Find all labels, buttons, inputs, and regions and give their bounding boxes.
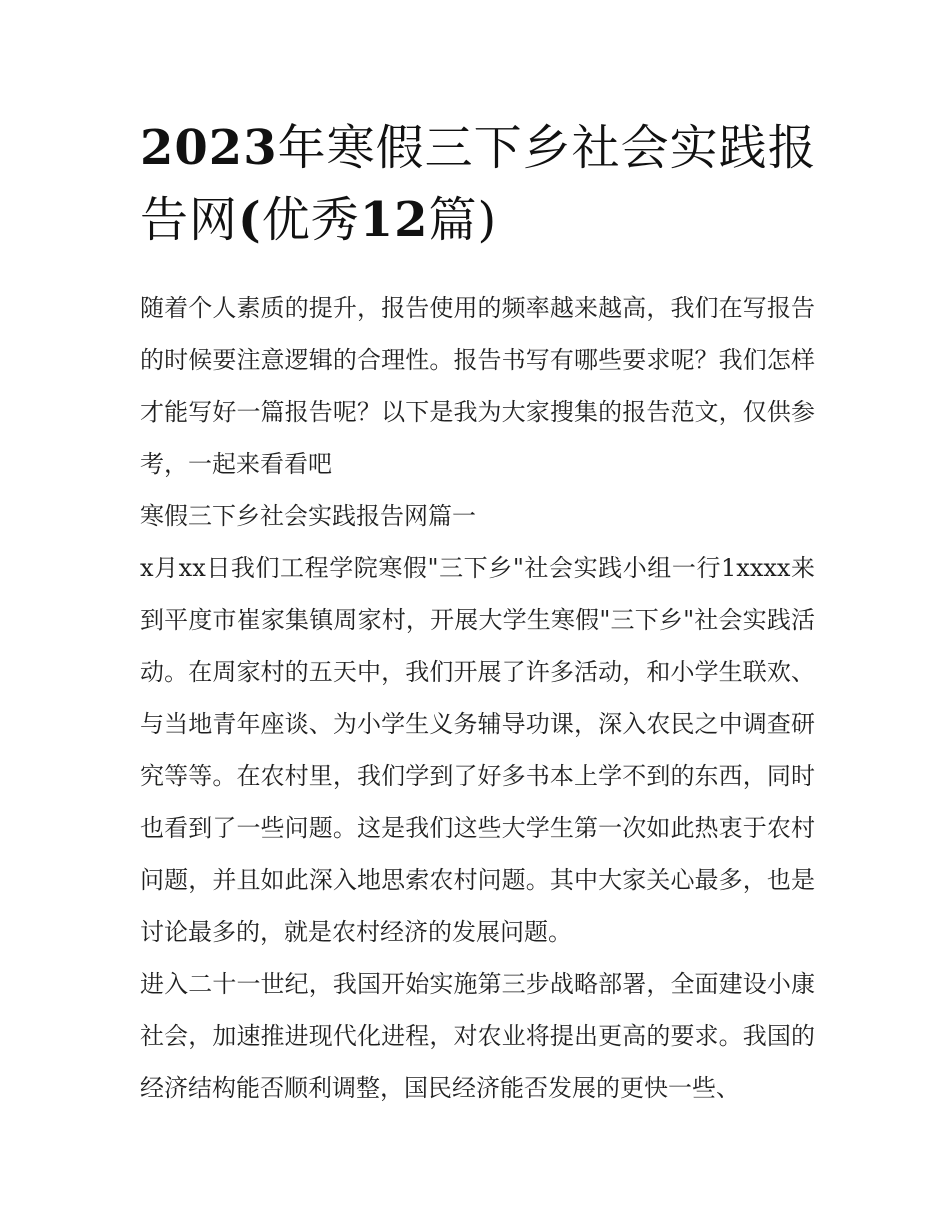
document-title: 2023年寒假三下乡社会实践报告网(优秀12篇) [140,120,817,248]
document-body [140,282,815,1114]
intro-paragraph: 随着个人素质的提升，报告使用的频率越来越高，我们在写报告的时候要注意逻辑的合理性。报告书写有哪些要求呢？我们怎样才能写好一篇报告呢？以下是我为大家搜集的报告范文，仅供参考，一起来看看吧 [140,294,815,478]
section-heading: 寒假三下乡社会实践报告网篇一 [140,502,476,530]
body-paragraph: x月xx日我们工程学院寒假"三下乡"社会实践小组一行1xxxx来到平度市崔家集镇周家村，开展大学生寒假"三下乡"社会实践活动。在周家村的五天中，我们开展了许多活动，和小学生联欢、与当地青年座谈、为小学生义务辅导功课，深入农民之中调查研究等等。在农村里，我们学到了好多书本上学不到的东西，同时也看到了一些问题。这是我们这些大学生第一次如此热衷于农村问题，并且如此深入地思索农村问题。其中大家关心最多，也是讨论最多的，就是农村经济的发展问题。 [140,554,815,946]
body-paragraph: 进入二十一世纪，我国开始实施第三步战略部署，全面建设小康社会，加速推进现代化进程，对农业将提出更高的要求。我国的经济结构能否顺利调整，国民经济能否发展的更快一些、 [140,970,815,1102]
